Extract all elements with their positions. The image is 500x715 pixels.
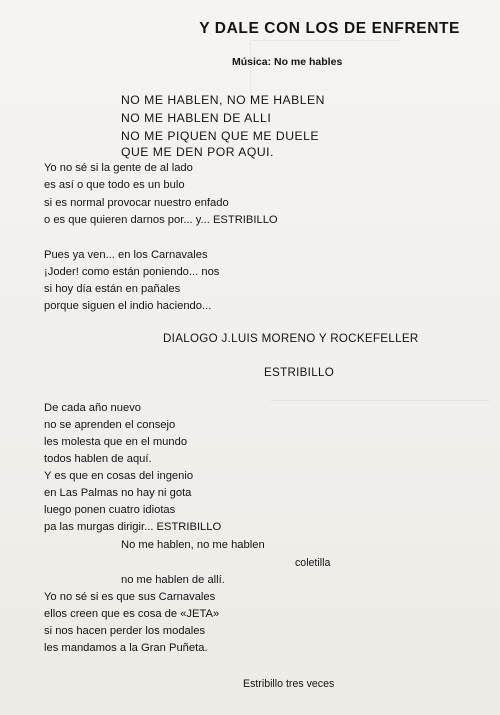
stanza-line: es así o que todo es un bulo <box>44 179 185 191</box>
chorus-line: QUE ME DEN POR AQUI. <box>121 145 274 159</box>
chorus-line: NO ME HABLEN DE ALLI <box>121 111 272 125</box>
stanza-line: si es normal provocar nuestro enfado <box>44 197 229 209</box>
chorus-note: ESTRIBILLO <box>264 366 335 379</box>
stanza-line: ¡Joder! como están poniendo... nos <box>44 266 220 278</box>
stanza-line: ellos creen que es cosa de «JETA» <box>44 608 220 620</box>
stanza-line: Pues ya ven... en los Carnavales <box>44 249 208 261</box>
stanza-line: luego ponen cuatro idiotas <box>44 504 176 516</box>
stanza-line: no se aprenden el consejo <box>44 419 176 431</box>
stanza-line: o es que quieren darnos por... y... ESTRIBILLO <box>44 214 278 226</box>
refrain-line: No me hablen, no me hablen <box>121 539 265 551</box>
refrain-line: no me hablen de allí. <box>121 574 225 586</box>
stanza-line: Yo no sé si la gente de al lado <box>44 162 193 174</box>
song-title: Y DALE CON LOS DE ENFRENTE <box>199 20 460 37</box>
dialogue-note: DIALOGO J.LUIS MORENO Y ROCKEFELLER <box>163 332 419 345</box>
stanza-line: si nos hacen perder los modales <box>44 625 206 637</box>
stanza-line: Y es que en cosas del ingenio <box>44 470 194 482</box>
stanza-line: si hoy día están en pañales <box>44 283 181 295</box>
stanza-line: en Las Palmas no hay ni gota <box>44 487 192 499</box>
bleed-through-texture <box>250 40 401 121</box>
chorus-line: NO ME PIQUEN QUE ME DUELE <box>121 129 320 143</box>
closing-note: Estribillo tres veces <box>243 678 335 690</box>
stanza-line: les mandamos a la Gran Puñeta. <box>44 642 208 654</box>
stanza-line: porque siguen el indio haciendo... <box>44 300 212 312</box>
stanza-line: pa las murgas dirigir... ESTRIBILLO <box>44 521 222 533</box>
coletilla-note: coletilla <box>295 557 331 569</box>
chorus-line: NO ME HABLEN, NO ME HABLEN <box>121 93 325 107</box>
stanza-line: Yo no sé si es que sus Carnavales <box>44 591 216 603</box>
stanza-line: les molesta que en el mundo <box>44 436 188 448</box>
stanza-line: todos hablen de aquí. <box>44 453 152 465</box>
stanza-line: De cada año nuevo <box>44 402 142 414</box>
bleed-through-texture-2 <box>270 400 490 521</box>
music-credit: Música: No me hables <box>232 56 343 68</box>
